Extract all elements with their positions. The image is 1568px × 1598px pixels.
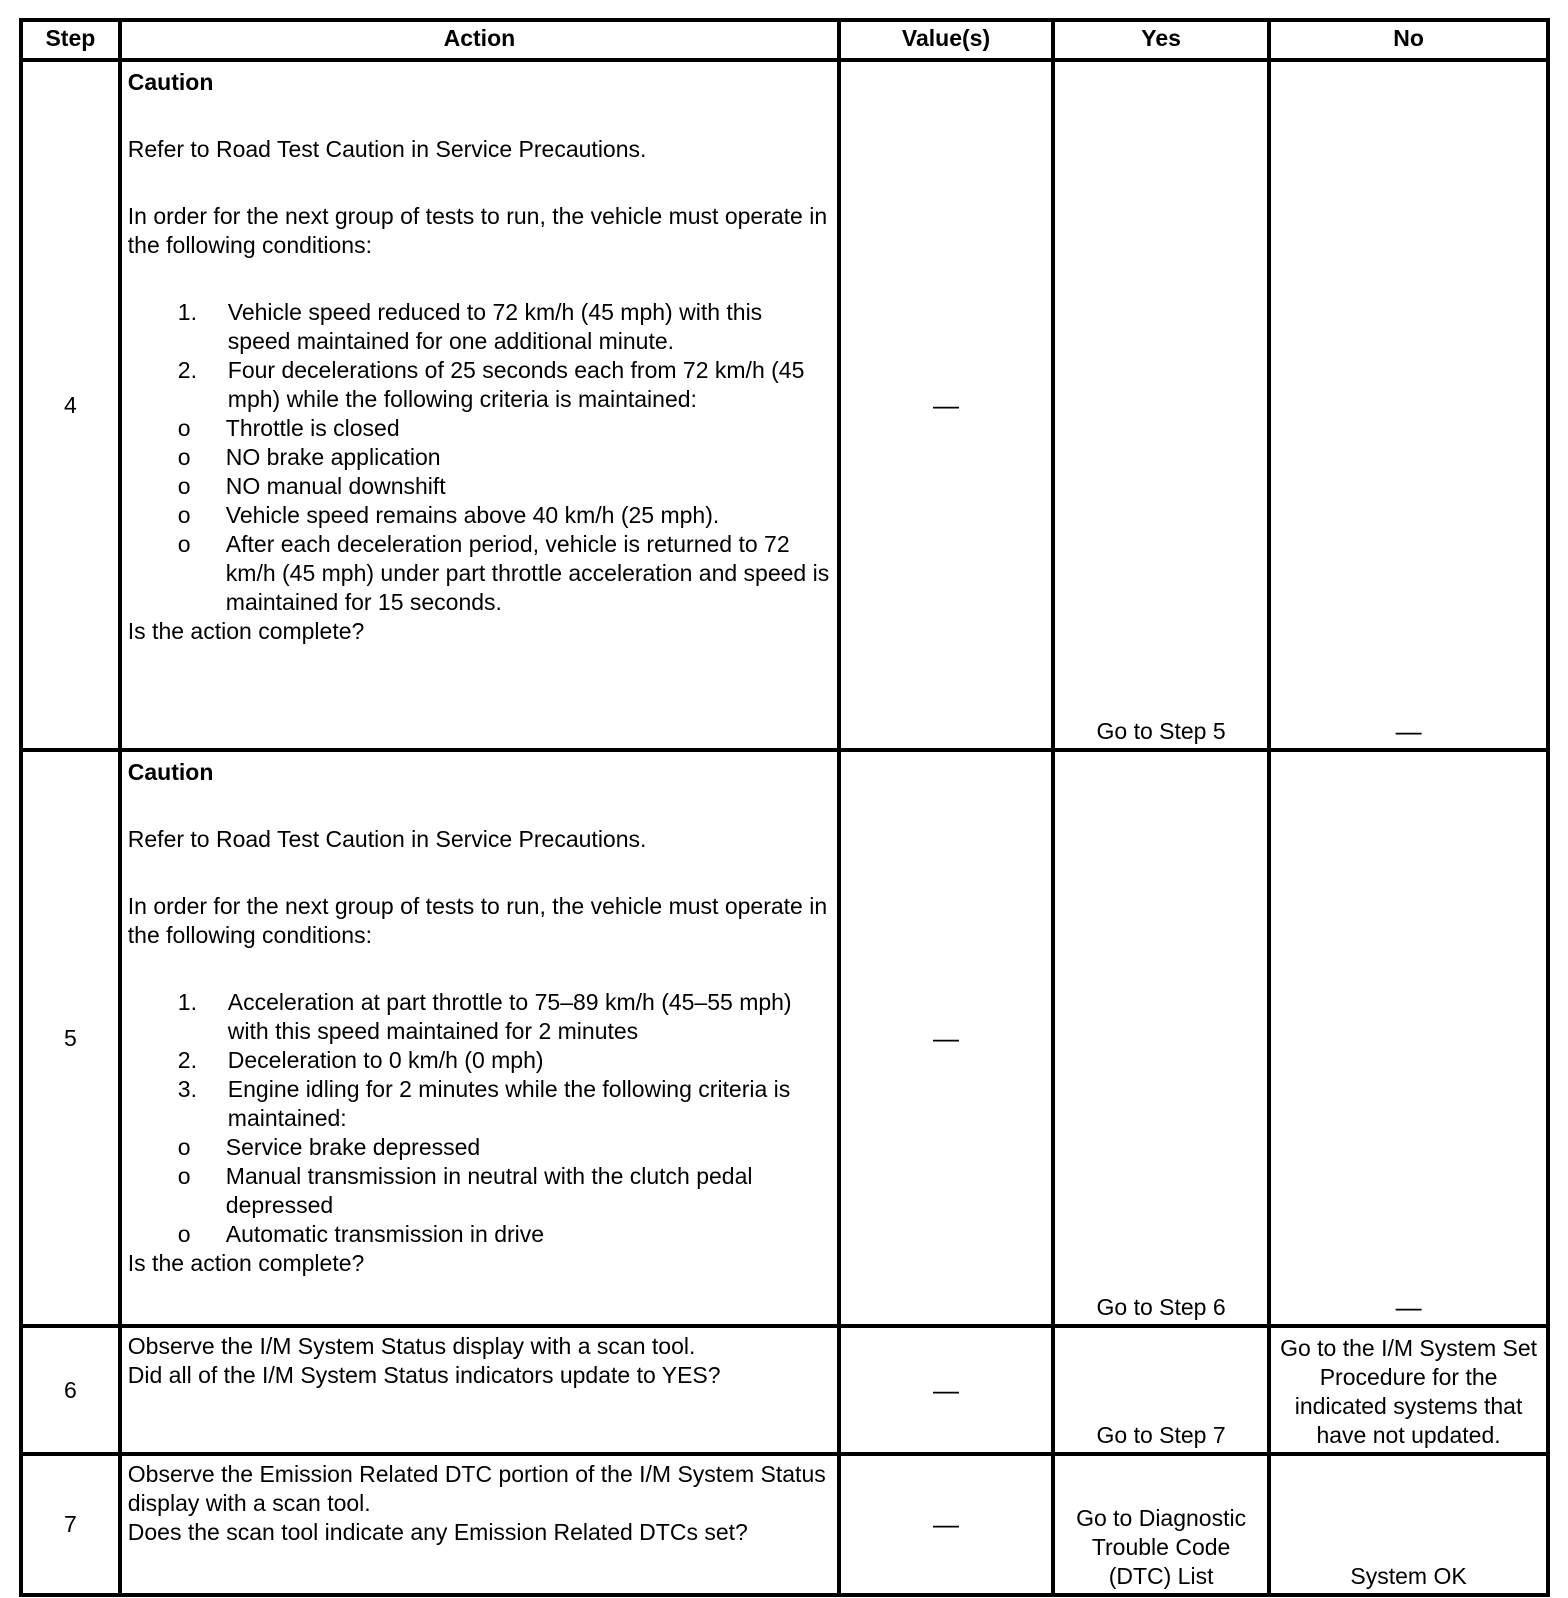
condition-list <box>128 298 831 617</box>
no-cell: — <box>1269 750 1548 1326</box>
yes-cell: Go to Step 7 <box>1053 1326 1269 1454</box>
caution-title: Caution <box>127 759 214 785</box>
list-item: o NO manual downshift <box>177 473 446 499</box>
list-item: o Throttle is closed <box>177 415 400 441</box>
list-item: 2. Deceleration to 0 km/h (0 mph) <box>177 1047 544 1073</box>
list-item: 2. Four decelerations of 25 seconds each from 72 km/h (45 mph) while the following criteria is maintained: o Throttle is closed o NO brake application o NO manual downshift o Vehicle speed remains above 40 km/h (25 mph). o After each deceleration period, vehicle is returned to 72 km/h (45 mph) under part throttle acceleration and speed is maintained for 15 seconds. <box>128 356 831 617</box>
action-text: Observe the I/M System Status display with a scan tool. <box>127 1333 696 1359</box>
header-no: No <box>1269 20 1548 60</box>
yes-cell: Go to Step 6 <box>1053 750 1269 1326</box>
question-text: Is the action complete? <box>127 1250 365 1276</box>
value-cell: — <box>839 60 1053 750</box>
list-item: o Vehicle speed remains above 40 km/h (25 mph). <box>177 502 720 528</box>
no-cell: — <box>1269 60 1548 750</box>
header-step: Step <box>21 20 120 60</box>
list-item: o Service brake depressed <box>177 1134 481 1160</box>
no-cell: Go to the I/M System Set Procedure for the indicated systems that have not updated. <box>1269 1326 1548 1454</box>
yes-cell: Go to Step 5 <box>1053 60 1269 750</box>
list-item: o Manual transmission in neutral with the clutch pedal depressed <box>177 1163 753 1218</box>
action-cell <box>120 1454 839 1595</box>
criteria-list <box>128 414 831 617</box>
table-header-row <box>21 20 1548 60</box>
list-item: 1. Vehicle speed reduced to 72 km/h (45 mph) with this speed maintained for one additional minute. <box>177 299 763 354</box>
action-cell <box>120 750 839 1326</box>
value-cell: — <box>839 1454 1053 1595</box>
action-text: Observe the Emission Related DTC portion of the I/M System Status display with a scan tool. <box>127 1461 826 1516</box>
header-action: Action <box>120 20 839 60</box>
no-cell: System OK <box>1269 1454 1548 1595</box>
diagnostic-steps-table <box>19 18 1550 1597</box>
action-cell <box>120 60 839 750</box>
caution-title: Caution <box>127 69 214 95</box>
caution-text: Refer to Road Test Caution in Service Precautions. <box>127 136 647 162</box>
intro-text: In order for the next group of tests to run, the vehicle must operate in the following conditions: <box>127 203 828 258</box>
table-row <box>21 60 1548 750</box>
value-cell: — <box>839 1326 1053 1454</box>
step-number: 6 <box>21 1326 120 1454</box>
step-number: 4 <box>21 60 120 750</box>
list-item: o After each deceleration period, vehicle is returned to 72 km/h (45 mph) under part throttle acceleration and speed is maintained for 15 seconds. <box>177 531 830 615</box>
intro-text: In order for the next group of tests to run, the vehicle must operate in the following conditions: <box>127 893 828 948</box>
yes-cell: Go to Diagnostic Trouble Code (DTC) List <box>1053 1454 1269 1595</box>
question-text: Did all of the I/M System Status indicators update to YES? <box>127 1362 721 1388</box>
list-item: o NO brake application <box>177 444 441 470</box>
list-item: 3. Engine idling for 2 minutes while the following criteria is maintained: o Service brake depressed o Manual transmission in neutral with the clutch pedal depressed o Automatic transmission in drive <box>128 1075 831 1249</box>
value-cell: — <box>839 750 1053 1326</box>
list-item: 1. Acceleration at part throttle to 75–89 km/h (45–55 mph) with this speed maintained for 2 minutes <box>177 989 792 1044</box>
step-number: 5 <box>21 750 120 1326</box>
question-text: Is the action complete? <box>127 618 365 644</box>
criteria-list <box>128 1133 831 1249</box>
table-row <box>21 750 1548 1326</box>
condition-list <box>128 988 831 1249</box>
header-yes: Yes <box>1053 20 1269 60</box>
table-row <box>21 1326 1548 1454</box>
list-item: o Automatic transmission in drive <box>177 1221 545 1247</box>
caution-text: Refer to Road Test Caution in Service Precautions. <box>127 826 647 852</box>
action-cell <box>120 1326 839 1454</box>
question-text: Does the scan tool indicate any Emission Related DTCs set? <box>127 1519 748 1545</box>
step-number: 7 <box>21 1454 120 1595</box>
table-row <box>21 1454 1548 1595</box>
header-values: Value(s) <box>839 20 1053 60</box>
